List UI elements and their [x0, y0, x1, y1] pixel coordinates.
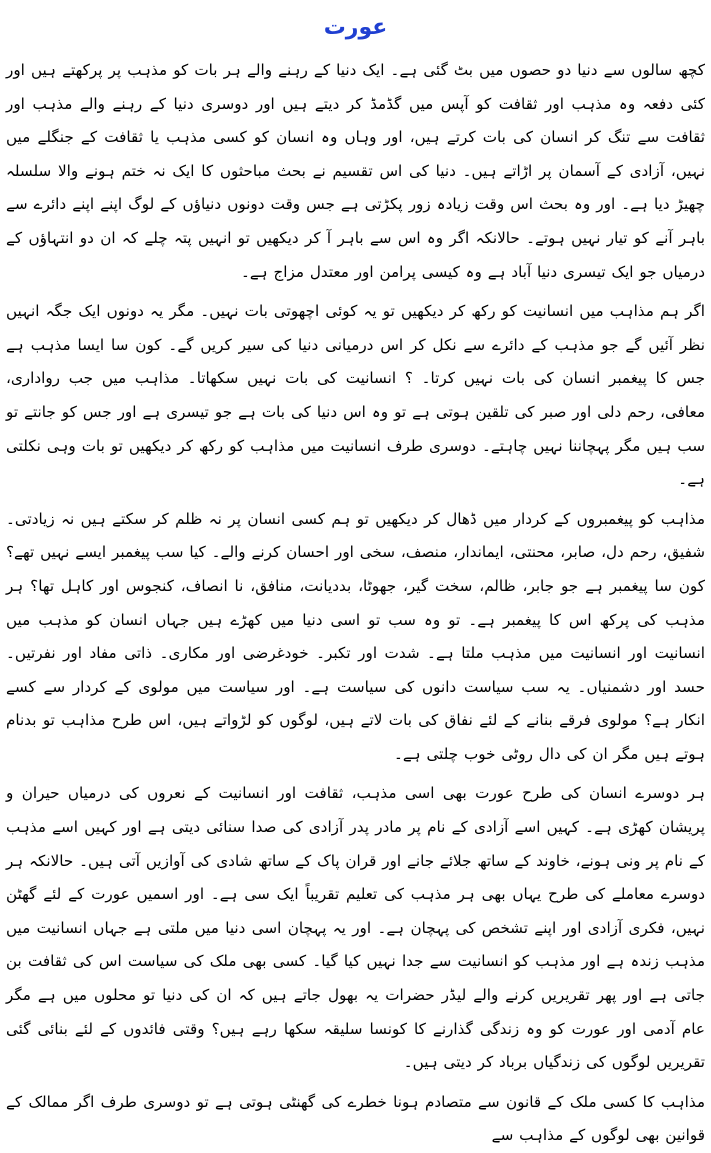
document-title: عورت	[323, 15, 388, 40]
paragraph-1: کچھ سالوں سے دنیا دو حصوں میں بٹ گئی ہے۔ ایک دنیا کے رہنے والے ہر بات کو مذہب پر پرکھتے ہیں اور کئی دفعہ وہ مذہب اور ثقافت کو آپس میں گڈمڈ کر دیتے ہیں اور دوسری دنیا کے رہنے والے مذہب اور ثقافت سے تنگ کر انسان کی بات کرتے ہیں، اور وہاں وہ انسان کو کسی مذہب یا ثقافت کے جنگلے میں نہیں، آزادی کے آسمان پر اڑاتے ہیں۔ دنیا کی اس تقسیم نے بحث مباحثوں کا ایک نہ ختم ہونے والا سلسلہ چھیڑ دیا ہے۔ اور وہ بحث اس وقت زیادہ زور پکڑتی ہے جس وقت دونوں دنیاؤں کے لوگ اپنے اپنے دائرے سے باہر آنے کو تیار نہیں ہوتے۔ حالانکہ اگر وہ اس سے باہر آ کر دیکھیں تو انہیں پتہ چلے کہ ان دو انتہاؤں کے درمیاں جو ایک تیسری دنیا آباد ہے وہ کیسی پرامن اور معتدل مزاج ہے۔	[6, 61, 705, 281]
paragraph-5: مذاہب کا کسی ملک کے قانون سے متصادم ہونا خطرے کی گھنٹی ہوتی ہے تو دوسری طرف اگر ممالک کے قوانین بھی لوگوں کے مذاہب سے	[6, 1092, 705, 1145]
paragraph-2: اگر ہم مذاہب میں انسانیت کو رکھ کر دیکھیں تو یہ کوئی اچھوتی بات نہیں۔ مگر یہ دونوں ایک جگہ انہیں نظر آئیں گے جو مذہب کے دائرے سے نکل کر اس درمیانی دنیا کی سیر کریں گے۔ کون سا ایسا مذہب ہے جس کا پیغمبر انسان کی بات نہیں کرتا۔ ؟ انسانیت کی بات نہیں سکھاتا۔ مذاہب میں جب رواداری، معافی، رحم دلی اور صبر کی تلقین ہوتی ہے تو وہ اس دنیا کی بات ہے جو تیسری ہے اور جس کو جانتے تو سب ہیں مگر پہچاننا نہیں چاہتے۔ دوسری طرف انسانیت میں مذاہب کو رکھ کر دیکھیں تو بات وہی نکلتی ہے۔	[6, 302, 705, 489]
paragraph-4: ہر دوسرے انسان کی طرح عورت بھی اسی مذہب، ثقافت اور انسانیت کے نعروں کی درمیاں حیران و پریشان کھڑی ہے۔ کہیں اسے آزادی کے نام پر مادر پدر آزادی کی صدا سنائی دیتی ہے اور کہیں اسے مذہب کے نام پر ونی ہونے، خاوند کے ساتھ جلائے جانے اور قران پاک کے ساتھ شادی کی آوازیں آتی ہیں۔ حالانکہ ہر دوسرے معاملے کی طرح یہاں بھی ہر مذہب کی تعلیم تقریباً ایک سی ہے۔ اور اسمیں عورت کے لئے گھٹن نہیں، فکری آزادی اور اپنے تشخص کی پہچان ہے۔ اور یہ پہچان اسی دنیا میں ملتی ہے جہاں انسانیت میں مذہب زندہ ہے اور مذہب کو انسانیت سے جدا نہیں کیا گیا۔ کسی بھی ملک کی سیاست اس کی ثقافت بن جاتی ہے اور پھر تقریریں کرنے والے لیڈر حضرات یہ بھول جاتے ہیں کہ ان کی دنیا تو محلوں میں ہے مگر عام آدمی اور عورت کو وہ زندگی گذارنے کا کونسا سلیقہ سکھا رہے ہیں؟ وقتی فائدوں کے لئے بنائی گئی تقریریں لوگوں کی زندگیاں برباد کر دیتی ہیں۔	[6, 784, 705, 1072]
paragraph-3: مذاہب کو پیغمبروں کے کردار میں ڈھال کر دیکھیں تو ہم کسی انسان پر نہ ظلم کر سکتے ہیں نہ زیادتی۔ شفیق، رحم دل، صابر، محنتی، ایماندار، منصف، سخی اور احسان کرنے والے۔ کیا سب پیغمبر ایسے نہیں تھے؟ کون سا پیغمبر ہے جو جابر، ظالم، سخت گیر، جھوٹا، بددیانت، منافق، نا انصاف، کنجوس اور کاہل تھا؟ ہر مذہب کی پرکھ اس کا پیغمبر ہے۔ تو وہ سب تو اسی دنیا میں کھڑے ہیں جہاں انسان کو مذہب میں انسانیت اور انسانیت میں مذہب ملتا ہے۔ شدت اور تکبر۔ خودغرضی اور مکاری۔ ذاتی مفاد اور نفرتیں۔ حسد اور دشمنیاں۔ یہ سب سیاست دانوں کی سیاست ہے۔ اور سیاست میں مولوی کے کردار سے کسے انکار ہے؟ مولوی فرقے بنانے کے لئے نفاق کی بات لاتے ہیں، لوگوں کو لڑواتے ہیں، اس طرح مذاہب تو بدنام ہوتے ہیں مگر ان کی دال روٹی خوب چلتی ہے۔	[6, 509, 705, 763]
